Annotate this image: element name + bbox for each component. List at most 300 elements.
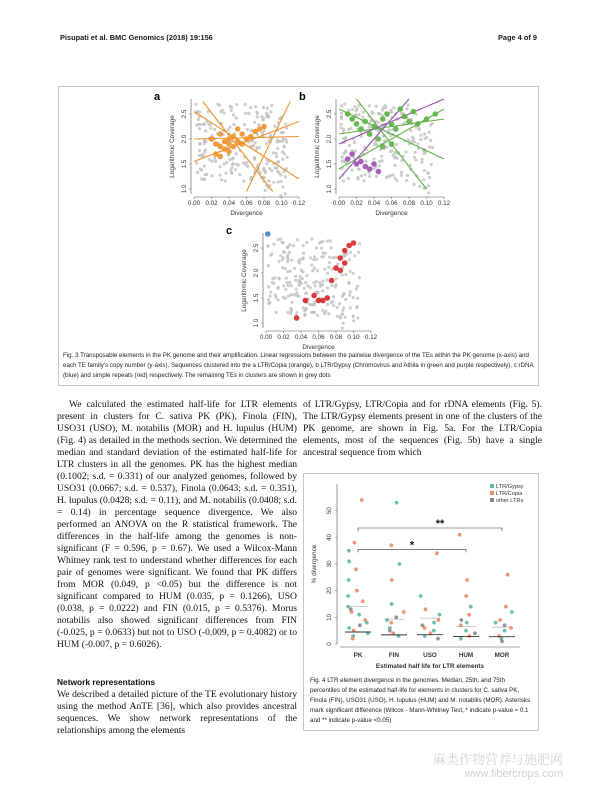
background-te-point <box>211 174 214 177</box>
dot-point <box>460 618 464 622</box>
background-te-point <box>412 137 415 140</box>
background-te-point <box>198 127 201 130</box>
background-te-point <box>310 263 313 266</box>
dot-point <box>390 602 394 606</box>
background-te-point <box>303 287 306 290</box>
background-te-point <box>394 151 397 154</box>
background-te-point <box>428 146 431 149</box>
background-te-point <box>232 113 235 116</box>
dot-point <box>503 623 507 627</box>
background-te-point <box>286 258 289 261</box>
background-te-point <box>197 123 200 126</box>
dot-point <box>388 629 392 633</box>
background-te-point <box>262 106 265 109</box>
background-te-point <box>280 131 283 134</box>
background-te-point <box>356 316 359 319</box>
dot-point <box>469 605 473 609</box>
background-te-point <box>423 137 426 140</box>
y-tick-label: 1.5 <box>253 293 260 303</box>
background-te-point <box>389 150 392 153</box>
background-te-point <box>315 246 318 249</box>
background-te-point <box>423 169 426 172</box>
background-te-point <box>353 105 356 108</box>
background-te-point <box>326 239 329 242</box>
dot-point <box>347 626 351 630</box>
background-te-point <box>272 282 275 285</box>
background-te-point <box>324 310 327 313</box>
background-te-point <box>274 296 277 299</box>
background-te-point <box>341 309 344 312</box>
background-te-point <box>267 179 270 182</box>
dot-point <box>465 578 469 582</box>
dot-point <box>385 618 389 622</box>
background-te-point <box>273 125 276 128</box>
dot-point <box>510 610 514 614</box>
background-te-point <box>267 298 270 301</box>
background-te-point <box>368 125 371 128</box>
background-te-point <box>265 162 268 165</box>
background-te-point <box>378 160 381 163</box>
background-te-point <box>309 256 312 259</box>
background-te-point <box>222 111 225 114</box>
category-label: HUM <box>458 652 474 659</box>
dot-point <box>498 618 502 622</box>
dot-point <box>397 562 401 566</box>
background-te-point <box>355 288 358 291</box>
background-te-point <box>267 285 270 288</box>
y-tick-label: 1.0 <box>326 184 333 194</box>
background-te-point <box>235 152 238 155</box>
dot-point <box>464 629 468 633</box>
background-te-point <box>253 121 256 124</box>
dot-point <box>351 637 355 641</box>
background-te-point <box>305 307 308 310</box>
background-te-point <box>286 254 289 257</box>
background-te-point <box>237 164 240 167</box>
background-te-point <box>356 285 359 288</box>
background-te-point <box>277 171 280 174</box>
x-tick-label: 0.06 <box>312 334 325 341</box>
background-te-point <box>230 171 233 174</box>
background-te-point <box>274 166 277 169</box>
background-te-point <box>254 105 257 108</box>
background-te-point <box>342 322 345 325</box>
panel-label-c: c <box>226 225 233 237</box>
background-te-point <box>427 184 430 187</box>
highlight-point <box>235 126 241 132</box>
background-te-point <box>220 178 223 181</box>
background-te-point <box>256 112 259 115</box>
background-te-point <box>292 244 295 247</box>
background-te-point <box>418 185 421 188</box>
background-te-point <box>312 281 315 284</box>
highlight-point <box>231 134 237 140</box>
highlight-point <box>376 136 382 142</box>
background-te-point <box>347 281 350 284</box>
y-tick-label: 1.5 <box>326 159 333 169</box>
background-te-point <box>355 306 358 309</box>
background-te-point <box>227 128 230 131</box>
background-te-point <box>269 110 272 113</box>
background-te-point <box>313 267 316 270</box>
background-te-point <box>427 191 430 194</box>
background-te-point <box>352 272 355 275</box>
background-te-point <box>266 244 269 247</box>
x-tick-label: 0.00 <box>332 200 346 207</box>
background-te-point <box>332 295 335 298</box>
dot-point <box>432 629 436 633</box>
background-te-point <box>312 258 315 261</box>
highlight-point <box>265 231 271 237</box>
background-te-point <box>276 287 279 290</box>
background-te-point <box>406 174 409 177</box>
x-tick-label: 0.12 <box>292 200 306 207</box>
dot-point <box>424 607 428 611</box>
background-te-point <box>321 289 324 292</box>
background-te-point <box>272 151 275 154</box>
background-te-point <box>204 129 207 132</box>
background-te-point <box>413 151 416 154</box>
background-te-point <box>348 294 351 297</box>
y-tick-label: 20 <box>326 587 333 595</box>
y-tick-label: 50 <box>326 507 333 515</box>
x-tick-label: 0.04 <box>367 200 381 207</box>
dot-point <box>357 613 361 617</box>
background-te-point <box>370 110 373 113</box>
dot-point <box>473 631 477 635</box>
background-te-point <box>311 303 314 306</box>
background-te-point <box>419 134 422 137</box>
dot-point <box>432 621 436 625</box>
body-text-left <box>57 399 297 651</box>
background-te-point <box>222 162 225 165</box>
background-te-point <box>316 291 319 294</box>
dot-point <box>436 637 440 641</box>
highlight-point <box>303 298 309 304</box>
highlight-point <box>231 144 237 150</box>
background-te-point <box>290 284 293 287</box>
highlight-point <box>329 278 335 284</box>
background-te-point <box>298 258 301 261</box>
highlight-point <box>380 144 386 150</box>
background-te-point <box>321 280 324 283</box>
background-te-point <box>348 144 351 147</box>
highlight-point <box>367 166 373 172</box>
background-te-point <box>344 136 347 139</box>
background-te-point <box>326 303 329 306</box>
category-label: FIN <box>388 652 400 659</box>
background-te-point <box>356 107 359 110</box>
background-te-point <box>208 158 211 161</box>
background-te-point <box>277 298 280 301</box>
background-te-point <box>275 155 278 158</box>
dot-point <box>464 594 468 598</box>
background-te-point <box>363 179 366 182</box>
background-te-point <box>281 140 284 143</box>
y-axis-label: % divergence <box>311 544 318 584</box>
highlight-point <box>248 134 254 140</box>
background-te-point <box>320 246 323 249</box>
background-te-point <box>309 286 312 289</box>
background-te-point <box>344 298 347 301</box>
background-te-point <box>391 154 394 157</box>
background-te-point <box>270 169 273 172</box>
background-te-point <box>229 105 232 108</box>
section-heading: Network representations <box>57 677 156 687</box>
background-te-point <box>213 128 216 131</box>
background-te-point <box>194 103 197 106</box>
highlight-point <box>358 159 364 165</box>
background-te-point <box>388 128 391 131</box>
x-tick-label: 0.12 <box>364 334 378 341</box>
background-te-point <box>198 149 201 152</box>
category-label: PK <box>353 652 363 659</box>
legend-swatch <box>490 498 494 502</box>
background-te-point <box>269 291 272 294</box>
highlight-point <box>294 315 300 321</box>
background-te-point <box>277 277 280 280</box>
highlight-point <box>362 119 368 125</box>
background-te-point <box>421 158 424 161</box>
background-te-point <box>357 168 360 171</box>
background-te-point <box>394 177 397 180</box>
x-tick-label: 0.06 <box>385 200 398 207</box>
background-te-point <box>331 300 334 303</box>
dot-point <box>500 639 504 643</box>
x-tick-label: 0.12 <box>437 200 451 207</box>
x-tick-label: 0.00 <box>187 200 201 207</box>
background-te-point <box>296 294 299 297</box>
background-te-point <box>203 164 206 167</box>
background-te-point <box>230 166 233 169</box>
background-te-point <box>381 108 384 111</box>
background-te-point <box>325 278 328 281</box>
background-te-point <box>195 162 198 165</box>
x-axis-label: Divergence <box>302 344 335 351</box>
watermark <box>433 752 563 782</box>
background-te-point <box>242 180 245 183</box>
background-te-point <box>382 106 385 109</box>
background-te-point <box>204 140 207 143</box>
background-te-point <box>327 312 330 315</box>
background-te-point <box>281 266 284 269</box>
x-axis-label: Divergence <box>230 210 263 217</box>
background-te-point <box>409 129 412 132</box>
background-te-point <box>344 273 347 276</box>
dot-point <box>435 551 439 555</box>
highlight-point <box>345 111 351 117</box>
highlight-point <box>217 131 223 137</box>
dot-point <box>355 589 359 593</box>
background-te-point <box>263 129 266 132</box>
background-te-point <box>419 138 422 141</box>
dot-point <box>389 621 393 625</box>
highlight-point <box>349 151 355 157</box>
background-te-point <box>343 103 346 106</box>
background-te-point <box>238 173 241 176</box>
background-te-point <box>285 281 288 284</box>
figure-3-caption: Fig. 3 Transposable elements in the PK genome and their amplification. Linear regressions between the pairwise divergence of the TEs within the PK genome (x-axis) and each TE family's copy number (y-axis). Sequences clustered into the a LTR/Copia (orange), b LTR/Gypsy (Chromovirus and Athila in green and purple respectively), c rDNA (blue) and simple repeats (red) respectively. The remaining TEs in clusters are shown in grey dots <box>63 352 534 379</box>
dot-point <box>504 605 508 609</box>
background-te-point <box>243 123 246 126</box>
highlight-point <box>380 116 386 122</box>
background-te-point <box>295 287 298 290</box>
background-te-point <box>203 123 206 126</box>
x-tick-label: 0.00 <box>259 334 273 341</box>
body-text-right <box>303 399 542 459</box>
background-te-point <box>400 174 403 177</box>
dot-point <box>361 599 365 603</box>
section-paragraph: We described a detailed picture of the TE evolutionary history using the method AnTE [36], which also provides ancestral sequences. We show network representations of the relationships among the elements <box>57 689 297 736</box>
background-te-point <box>197 118 200 121</box>
background-te-point <box>249 106 252 109</box>
background-te-point <box>294 275 297 278</box>
background-te-point <box>405 179 408 182</box>
background-te-point <box>351 108 354 111</box>
highlight-point <box>389 121 395 127</box>
highlight-point <box>311 293 317 299</box>
background-te-point <box>277 238 280 241</box>
background-te-point <box>324 252 327 255</box>
background-te-point <box>413 183 416 186</box>
background-te-point <box>347 128 350 131</box>
highlight-point <box>384 111 390 117</box>
background-te-point <box>358 113 361 116</box>
background-te-point <box>267 302 270 305</box>
background-te-point <box>302 252 305 255</box>
background-te-point <box>360 174 363 177</box>
background-te-point <box>341 327 344 330</box>
right-paragraph: of LTR/Gypsy, LTR/Copia and for rDNA elements (Fig. 5). The LTR/Gypsy elements present in one of the clusters of the PK genome, are shown in Fig. 5a. For the LTR/Copia elements, most of the sequences (Fig. 5b) have a single ancestral sequence from which <box>303 399 542 458</box>
dot-point <box>360 498 364 502</box>
background-te-point <box>335 283 338 286</box>
dot-point <box>346 594 350 598</box>
background-te-point <box>200 177 203 180</box>
background-te-point <box>244 163 247 166</box>
background-te-point <box>286 311 289 314</box>
background-te-point <box>392 106 395 109</box>
highlight-point <box>217 154 223 160</box>
background-te-point <box>353 254 356 257</box>
highlight-point <box>367 131 373 137</box>
highlight-point <box>415 121 421 127</box>
background-te-point <box>405 107 408 110</box>
highlight-point <box>397 106 403 112</box>
background-te-point <box>286 156 289 159</box>
category-label: MOR <box>494 652 510 659</box>
background-te-point <box>244 112 247 115</box>
background-te-point <box>373 143 376 146</box>
dot-point <box>394 615 398 619</box>
background-te-point <box>310 311 313 314</box>
dot-point <box>436 618 440 622</box>
x-tick-label: 0.04 <box>294 334 308 341</box>
background-te-point <box>341 156 344 159</box>
y-tick-label: 10 <box>326 613 333 621</box>
background-te-point <box>314 284 317 287</box>
background-te-point <box>228 158 231 161</box>
background-te-point <box>284 123 287 126</box>
background-te-point <box>275 152 278 155</box>
x-axis-label: Estimated half life for LTR elements <box>375 663 485 670</box>
background-te-point <box>289 312 292 315</box>
background-te-point <box>298 279 301 282</box>
x-tick-label: 0.02 <box>277 334 290 341</box>
background-te-point <box>316 269 319 272</box>
y-axis-label: Logarithmic Coverage <box>241 249 248 312</box>
background-te-point <box>293 267 296 270</box>
dot-point <box>503 629 507 633</box>
background-te-point <box>356 297 359 300</box>
background-te-point <box>224 179 227 182</box>
background-te-point <box>316 314 319 317</box>
background-te-point <box>341 160 344 163</box>
background-te-point <box>326 286 329 289</box>
highlight-point <box>338 255 344 261</box>
background-te-point <box>430 163 433 166</box>
background-te-point <box>270 104 273 107</box>
background-te-point <box>277 160 280 163</box>
dot-point <box>419 594 423 598</box>
background-te-point <box>282 284 285 287</box>
y-tick-label: 30 <box>326 560 333 568</box>
dot-point <box>438 613 442 617</box>
dot-point <box>363 618 367 622</box>
background-te-point <box>422 178 425 181</box>
background-te-point <box>277 260 280 263</box>
background-te-point <box>286 246 289 249</box>
background-te-point <box>272 243 275 246</box>
background-te-point <box>330 284 333 287</box>
background-te-point <box>232 123 235 126</box>
background-te-point <box>414 158 417 161</box>
background-te-point <box>267 264 270 267</box>
background-te-point <box>305 241 308 244</box>
background-te-point <box>276 139 279 142</box>
background-te-point <box>284 138 287 141</box>
figure-3 <box>58 86 539 386</box>
background-te-point <box>228 126 231 129</box>
x-tick-label: 0.08 <box>257 200 271 207</box>
background-te-point <box>204 148 207 151</box>
dot-point <box>506 573 510 577</box>
highlight-point <box>358 126 364 132</box>
panel-label-b: b <box>299 91 306 103</box>
background-te-point <box>258 146 261 149</box>
background-te-point <box>244 103 247 106</box>
y-tick-label: 2.5 <box>253 243 260 253</box>
y-tick-label: 40 <box>326 533 333 541</box>
highlight-point <box>354 121 360 127</box>
x-tick-label: 0.08 <box>402 200 416 207</box>
background-te-point <box>205 173 208 176</box>
background-te-point <box>284 192 287 195</box>
background-te-point <box>256 115 259 118</box>
background-te-point <box>377 112 380 115</box>
background-te-point <box>380 155 383 158</box>
background-te-point <box>276 147 279 150</box>
figure-3c-scatter <box>224 223 384 353</box>
background-te-point <box>264 189 267 192</box>
dot-point <box>467 613 471 617</box>
background-te-point <box>321 309 324 312</box>
background-te-point <box>413 156 416 159</box>
background-te-point <box>296 238 299 241</box>
background-te-point <box>431 122 434 125</box>
background-te-point <box>368 175 371 178</box>
background-te-point <box>339 126 342 129</box>
dot-point <box>358 623 362 627</box>
